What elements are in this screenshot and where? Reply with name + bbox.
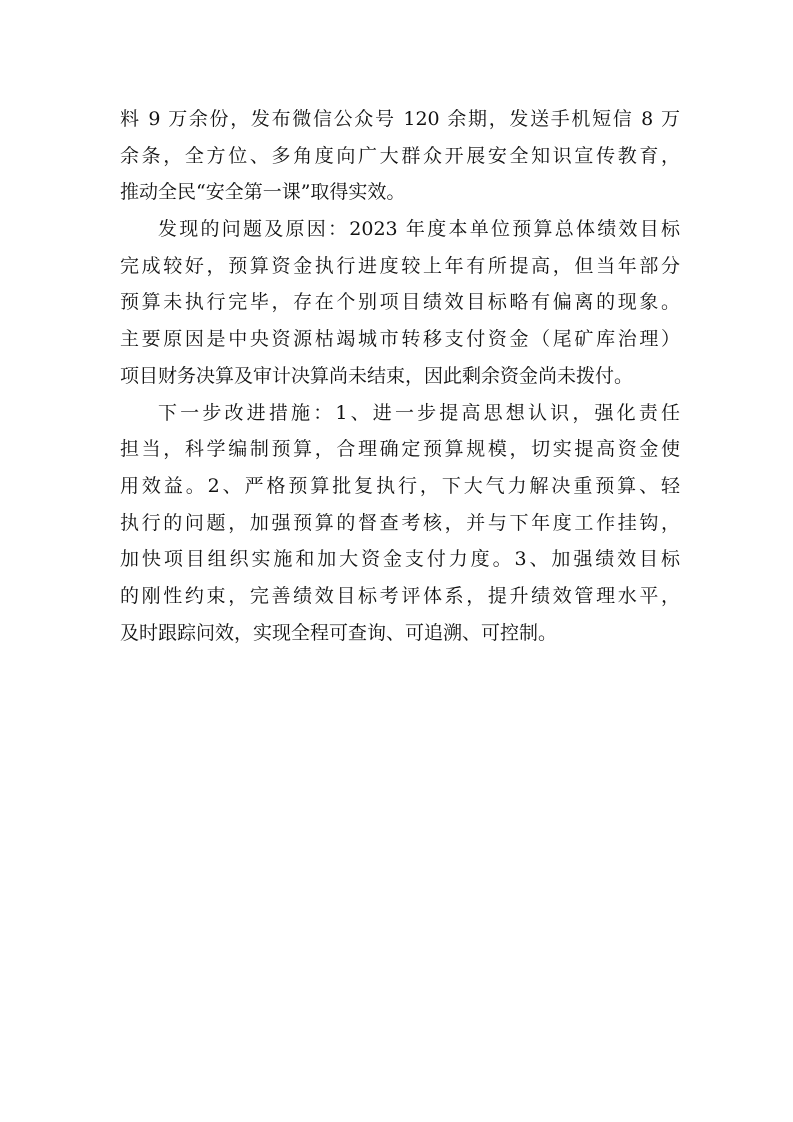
text-line: 执行的问题，加强预算的督查考核，并与下年度工作挂钩，: [120, 511, 680, 534]
text-line: 料 9 万余份，发布微信公众号 120 余期，发送手机短信 8 万: [120, 108, 680, 130]
text-line: 用效益。2、严格预算批复执行，下大气力解决重预算、轻: [120, 474, 680, 497]
text-line: 下一步改进措施：1、进一步提高思想认识，强化责任: [158, 401, 680, 424]
text-line: 项目财务决算及审计决算尚未结束，因此剩余资金尚未拨付。: [120, 364, 634, 387]
text-line: 主要原因是中央资源枯竭城市转移支付资金（尾矿库治理）: [120, 328, 680, 351]
text-line: 完成较好，预算资金执行进度较上年有所提高，但当年部分: [120, 254, 680, 277]
document-body: [120, 101, 680, 651]
text-line: 余条，全方位、多角度向广大群众开展安全知识宣传教育，: [120, 144, 680, 167]
text-line: 加快项目组织实施和加大资金支付力度。3、加强绩效目标: [120, 548, 680, 571]
text-line: 发现的问题及原因：2023 年度本单位预算总体绩效目标: [158, 218, 680, 241]
text-line: 的刚性约束，完善绩效目标考评体系，提升绩效管理水平，: [120, 584, 680, 607]
paragraph-publicity-summary: [120, 101, 680, 211]
paragraph-problems-and-causes: [120, 211, 680, 394]
text-line: 担当，科学编制预算，合理确定预算规模，切实提高资金使: [120, 438, 680, 461]
text-line: 预算未执行完毕，存在个别项目绩效目标略有偏离的现象。: [120, 291, 680, 314]
text-line: 推动全民“安全第一课”取得实效。: [120, 181, 406, 204]
text-line: 及时跟踪问效，实现全程可查询、可追溯、可控制。: [120, 621, 558, 644]
paragraph-improvement-measures: [120, 395, 680, 652]
